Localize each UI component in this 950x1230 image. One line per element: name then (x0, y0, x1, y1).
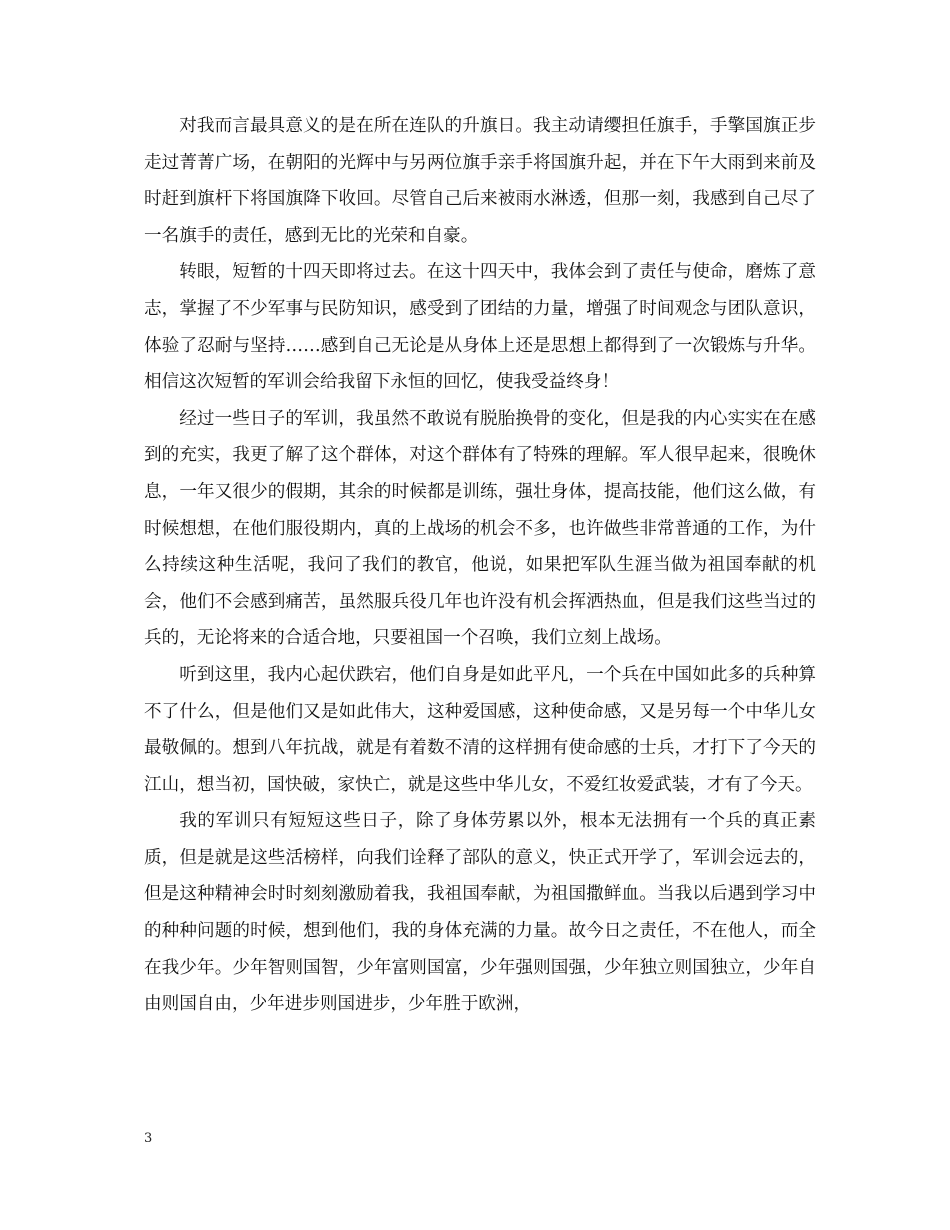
paragraph-fourteen-days: 转眼，短暂的十四天即将过去。在这十四天中，我体会到了责任与使命，磨炼了意志，掌握了不少军事与民防知识，感受到了团结的力量，增强了时间观念与团队意识，体验了忍耐与坚持……感到自己无论是从身体上还是思想上都得到了一次锻炼与升华。相信这次短暂的军训会给我留下永恒的回忆，使我受益终身！ (144, 262, 816, 393)
page-number: 3 (144, 1131, 153, 1146)
paragraph-youth-responsibility: 我的军训只有短短这些日子，除了身体劳累以外，根本无法拥有一个兵的真正素质，但是就是这些活榜样，向我们诠释了部队的意义，快正式开学了，军训会远去的，但是这种精神会时时刻刻激励着我，我祖国奉献，为祖国撒鲜血。当我以后遇到学习中的种种问题的时候，想到他们，我的身体充满的力量。故今日之责任，不在他人，而全在我少年。少年智则国智，少年富则国富，少年强则国强，少年独立则国独立，少年自由则国自由，少年进步则国进步，少年胜于欧洲， (144, 811, 816, 1015)
paragraph-flag-raising: 对我而言最具意义的是在所在连队的升旗日。我主动请缨担任旗手，手擎国旗正步走过菁菁广场，在朝阳的光辉中与另两位旗手亲手将国旗升起，并在下午大雨到来前及时赶到旗杆下将国旗降下收回。尽管自己后来被雨水淋透，但那一刻，我感到自己尽了一名旗手的责任，感到无比的光荣和自豪。 (144, 116, 816, 246)
paragraph-military-life: 经过一些日子的军训，我虽然不敢说有脱胎换骨的变化，但是我的内心实实在在感到的充实，我更了解了这个群体，对这个群体有了特殊的理解。军人很早起来，很晚休息，一年又很少的假期，其余的时候都是训练，强壮身体，提高技能，他们这么做，有时候想想，在他们服役期内，真的上战场的机会不多，也许做些非常普通的工作，为什么持续这种生活呢，我问了我们的教官，他说，如果把军队生涯当做为祖国奉献的机会，他们不会感到痛苦，虽然服兵役几年也许没有机会挥洒热血，但是我们这些当过的兵的，无论将来的合适合地，只要祖国一个召唤，我们立刻上战场。 (144, 408, 816, 649)
paragraph-patriotism: 听到这里，我内心起伏跌宕，他们自身是如此平凡，一个兵在中国如此多的兵种算不了什么，但是他们又是如此伟大，这种爱国感，这种使命感，又是另每一个中华儿女最敬佩的。想到八年抗战，就是有着数不清的这样拥有使命感的士兵，才打下了今天的江山，想当初，国快破，家快亡，就是这些中华儿女，不爱红妆爱武装，才有了今天。 (144, 664, 816, 795)
page-body (144, 108, 816, 1023)
